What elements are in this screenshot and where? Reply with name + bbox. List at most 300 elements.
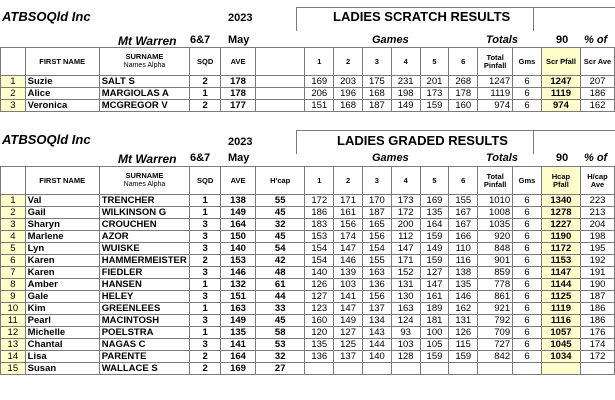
- total-pinfall-cell: 778: [478, 279, 513, 291]
- game-6-cell: 115: [449, 339, 478, 351]
- hcap-ave-cell: 186: [580, 315, 614, 327]
- graded-org-name: ATBSOQld Inc: [2, 132, 91, 147]
- sqd-cell: 1: [190, 303, 221, 315]
- game-4-cell: 200: [391, 219, 420, 231]
- game-2-cell: 125: [334, 339, 363, 351]
- header-game-3: 3: [362, 167, 391, 195]
- header-game-2: 2: [334, 167, 363, 195]
- table-row: [1, 255, 615, 267]
- hcap-pfall-cell: 1144: [541, 279, 580, 291]
- game-4-cell: 173: [391, 195, 420, 207]
- header-game-4: 4: [391, 167, 420, 195]
- hcap-cell: 45: [256, 231, 305, 243]
- game-5-cell: 127: [420, 267, 449, 279]
- game-2-cell: 203: [334, 76, 363, 88]
- game-5-cell: 135: [420, 207, 449, 219]
- scratch-table: [0, 47, 615, 112]
- hcap-pfall-cell: 1045: [541, 339, 580, 351]
- surname-cell: HELEY: [99, 291, 190, 303]
- table-row: [1, 207, 615, 219]
- game-1-cell: 172: [305, 195, 334, 207]
- table-row: [1, 327, 615, 339]
- game-4-cell: 149: [391, 100, 420, 112]
- first-name-cell: Sharyn: [25, 219, 99, 231]
- surname-cell: WUISKE: [99, 243, 190, 255]
- game-1-cell: [305, 363, 334, 375]
- hcap-cell: 55: [256, 195, 305, 207]
- ave-cell: 177: [221, 100, 256, 112]
- hcap-ave-cell: 198: [580, 231, 614, 243]
- total-pinfall-cell: 848: [478, 243, 513, 255]
- hcap-pfall-cell: 1153: [541, 255, 580, 267]
- header-hcap-ave: H/cap Ave: [580, 167, 614, 195]
- game-3-cell: 137: [362, 303, 391, 315]
- scratch-venue: Mt Warren: [118, 34, 177, 48]
- total-pinfall-cell: 709: [478, 327, 513, 339]
- game-5-cell: 164: [420, 219, 449, 231]
- hcap-cell: 58: [256, 327, 305, 339]
- game-4-cell: 131: [391, 279, 420, 291]
- hcap-ave-cell: 191: [580, 267, 614, 279]
- ave-cell: 146: [221, 267, 256, 279]
- game-4-cell: 124: [391, 315, 420, 327]
- table-row: [1, 88, 615, 100]
- first-name-cell: Alice: [25, 88, 99, 100]
- game-6-cell: 162: [449, 303, 478, 315]
- hcap-ave-cell: 172: [580, 351, 614, 363]
- ave-cell: 140: [221, 243, 256, 255]
- game-6-cell: 268: [449, 76, 478, 88]
- hcap-pfall-cell: 1278: [541, 207, 580, 219]
- scratch-ninety: 90: [556, 34, 569, 46]
- header-first-name: FIRST NAME: [25, 167, 99, 195]
- graded-ninety: 90: [556, 152, 569, 164]
- gms-cell: 6: [513, 339, 542, 351]
- game-6-cell: 166: [449, 231, 478, 243]
- surname-cell: HANSEN: [99, 279, 190, 291]
- hcap-ave-cell: 174: [580, 339, 614, 351]
- sqd-cell: 2: [190, 363, 221, 375]
- game-3-cell: 187: [362, 207, 391, 219]
- gms-cell: 6: [513, 351, 542, 363]
- game-2-cell: 174: [334, 231, 363, 243]
- sqd-cell: 1: [190, 207, 221, 219]
- game-5-cell: 100: [420, 327, 449, 339]
- surname-cell: CROUCHEN: [99, 219, 190, 231]
- hcap-pfall-cell: 1147: [541, 267, 580, 279]
- total-pinfall-cell: 921: [478, 303, 513, 315]
- header-game-1: 1: [305, 48, 334, 76]
- scratch-pct-of: % of: [584, 34, 608, 46]
- sqd-cell: 3: [190, 339, 221, 351]
- game-5-cell: 189: [420, 303, 449, 315]
- graded-pct-of: % of: [584, 152, 608, 164]
- row-number: 13: [1, 339, 26, 351]
- hcap-cell: 27: [256, 363, 305, 375]
- total-pinfall-cell: 1008: [478, 207, 513, 219]
- game-1-cell: 154: [305, 243, 334, 255]
- ave-cell: 153: [221, 255, 256, 267]
- first-name-cell: Gail: [25, 207, 99, 219]
- game-4-cell: 198: [391, 88, 420, 100]
- row-number: 9: [1, 291, 26, 303]
- game-1-cell: 136: [305, 351, 334, 363]
- ave-cell: 151: [221, 291, 256, 303]
- game-5-cell: 159: [420, 231, 449, 243]
- total-pinfall-cell: 859: [478, 267, 513, 279]
- total-pinfall-cell: 901: [478, 255, 513, 267]
- first-name-cell: Karen: [25, 255, 99, 267]
- graded-venue: Mt Warren: [118, 152, 177, 166]
- game-3-cell: 136: [362, 279, 391, 291]
- game-3-cell: 163: [362, 267, 391, 279]
- game-4-cell: 231: [391, 76, 420, 88]
- graded-totals-label: Totals: [486, 152, 518, 164]
- ave-cell: 141: [221, 339, 256, 351]
- header-hcap: H'cap: [256, 167, 305, 195]
- graded-title: LADIES GRADED RESULTS: [337, 133, 508, 148]
- game-6-cell: 138: [449, 267, 478, 279]
- hcap-pfall-cell: [541, 363, 580, 375]
- game-1-cell: 135: [305, 339, 334, 351]
- table-row: [1, 339, 615, 351]
- game-2-cell: 168: [334, 100, 363, 112]
- hcap-cell: 61: [256, 279, 305, 291]
- row-number: 1: [1, 76, 26, 88]
- game-4-cell: 171: [391, 255, 420, 267]
- game-1-cell: 183: [305, 219, 334, 231]
- sqd-cell: 3: [190, 243, 221, 255]
- ave-cell: 163: [221, 303, 256, 315]
- game-1-cell: 206: [305, 88, 334, 100]
- ave-cell: 178: [221, 76, 256, 88]
- surname-cell: WALLACE S: [99, 363, 190, 375]
- game-2-cell: 147: [334, 243, 363, 255]
- game-5-cell: 105: [420, 339, 449, 351]
- table-row: [1, 351, 615, 363]
- row-number: 8: [1, 279, 26, 291]
- hcap-cell: 33: [256, 303, 305, 315]
- ave-cell: 149: [221, 207, 256, 219]
- header-gms: Gms: [513, 48, 542, 76]
- ave-cell: 178: [221, 88, 256, 100]
- hcap-pfall-cell: 1172: [541, 243, 580, 255]
- first-name-cell: Suzie: [25, 76, 99, 88]
- hcap-pfall-cell: 1190: [541, 231, 580, 243]
- header-total-pinfall: Total Pinfall: [478, 48, 513, 76]
- game-6-cell: 159: [449, 351, 478, 363]
- first-name-cell: Gale: [25, 291, 99, 303]
- scr-pfall-cell: 1119: [541, 88, 580, 100]
- header-first-name: FIRST NAME: [25, 48, 99, 76]
- sqd-cell: 3: [190, 267, 221, 279]
- header-sqd: SQD: [190, 167, 221, 195]
- game-5-cell: 147: [420, 279, 449, 291]
- sqd-cell: 1: [190, 327, 221, 339]
- game-1-cell: 154: [305, 255, 334, 267]
- table-row: [1, 363, 615, 375]
- surname-cell: AZOR: [99, 231, 190, 243]
- hcap-ave-cell: 187: [580, 291, 614, 303]
- gms-cell: 6: [513, 243, 542, 255]
- hcap-pfall-cell: 1125: [541, 291, 580, 303]
- row-number: 15: [1, 363, 26, 375]
- game-4-cell: 147: [391, 243, 420, 255]
- game-4-cell: 163: [391, 303, 420, 315]
- first-name-cell: Lyn: [25, 243, 99, 255]
- game-1-cell: 123: [305, 303, 334, 315]
- game-4-cell: 152: [391, 267, 420, 279]
- hcap-ave-cell: 213: [580, 207, 614, 219]
- hcap-pfall-cell: 1119: [541, 303, 580, 315]
- total-pinfall-cell: 920: [478, 231, 513, 243]
- game-2-cell: 103: [334, 279, 363, 291]
- game-3-cell: 156: [362, 291, 391, 303]
- graded-games-label: Games: [372, 152, 409, 164]
- game-3-cell: 143: [362, 327, 391, 339]
- row-number: 10: [1, 303, 26, 315]
- gms-cell: 6: [513, 88, 542, 100]
- first-name-cell: Val: [25, 195, 99, 207]
- sqd-cell: 2: [190, 100, 221, 112]
- table-row: [1, 315, 615, 327]
- row-number: 14: [1, 351, 26, 363]
- ave-cell: 132: [221, 279, 256, 291]
- graded-month: May: [228, 152, 250, 164]
- scr-ave-cell: 186: [580, 88, 614, 100]
- game-6-cell: 178: [449, 88, 478, 100]
- hcap-cell: 53: [256, 339, 305, 351]
- game-1-cell: 120: [305, 327, 334, 339]
- sqd-cell: 3: [190, 315, 221, 327]
- game-1-cell: 186: [305, 207, 334, 219]
- hcap-cell: 45: [256, 207, 305, 219]
- game-3-cell: 140: [362, 351, 391, 363]
- row-number: 4: [1, 231, 26, 243]
- ave-cell: 164: [221, 219, 256, 231]
- hcap-ave-cell: 204: [580, 219, 614, 231]
- game-2-cell: 196: [334, 88, 363, 100]
- table-row: [1, 303, 615, 315]
- hcap-cell: 42: [256, 255, 305, 267]
- game-6-cell: 131: [449, 315, 478, 327]
- surname-cell: SALT S: [99, 76, 190, 88]
- game-4-cell: [391, 363, 420, 375]
- game-3-cell: 155: [362, 255, 391, 267]
- scratch-games-label: Games: [372, 34, 409, 46]
- hcap-cell: 32: [256, 351, 305, 363]
- gms-cell: 6: [513, 267, 542, 279]
- game-2-cell: 171: [334, 195, 363, 207]
- first-name-cell: Veronica: [25, 100, 99, 112]
- gms-cell: 6: [513, 76, 542, 88]
- game-2-cell: 127: [334, 327, 363, 339]
- game-6-cell: 116: [449, 255, 478, 267]
- ave-cell: 138: [221, 195, 256, 207]
- header-surname: SURNAME Names Alpha: [99, 167, 190, 195]
- total-pinfall-cell: 1035: [478, 219, 513, 231]
- header-sqd: SQD: [190, 48, 221, 76]
- game-3-cell: 165: [362, 219, 391, 231]
- first-name-cell: Amber: [25, 279, 99, 291]
- game-2-cell: 147: [334, 303, 363, 315]
- total-pinfall-cell: 792: [478, 315, 513, 327]
- game-4-cell: 130: [391, 291, 420, 303]
- game-6-cell: 167: [449, 219, 478, 231]
- game-6-cell: 135: [449, 279, 478, 291]
- game-6-cell: [449, 363, 478, 375]
- total-pinfall-cell: 1247: [478, 76, 513, 88]
- scratch-year: 2023: [228, 12, 253, 24]
- header-game-5: 5: [420, 167, 449, 195]
- game-5-cell: 159: [420, 255, 449, 267]
- hcap-pfall-cell: 1034: [541, 351, 580, 363]
- game-5-cell: 201: [420, 76, 449, 88]
- hcap-cell: 54: [256, 243, 305, 255]
- game-5-cell: [420, 363, 449, 375]
- game-2-cell: 156: [334, 219, 363, 231]
- sqd-cell: 2: [190, 351, 221, 363]
- row-number: 12: [1, 327, 26, 339]
- surname-cell: MACINTOSH: [99, 315, 190, 327]
- surname-cell: MCGREGOR V: [99, 100, 190, 112]
- hcap-ave-cell: [580, 363, 614, 375]
- game-2-cell: 146: [334, 255, 363, 267]
- scratch-header-row: [1, 48, 615, 76]
- row-number: 3: [1, 100, 26, 112]
- surname-cell: GREENLEES: [99, 303, 190, 315]
- gms-cell: 6: [513, 327, 542, 339]
- game-5-cell: 161: [420, 291, 449, 303]
- header-total-pinfall: Total Pinfall: [478, 167, 513, 195]
- scratch-month: May: [228, 34, 250, 46]
- sqd-cell: 3: [190, 219, 221, 231]
- game-5-cell: 159: [420, 100, 449, 112]
- header-game-6: 6: [449, 167, 478, 195]
- game-6-cell: 160: [449, 100, 478, 112]
- scr-pfall-cell: 1247: [541, 76, 580, 88]
- total-pinfall-cell: [478, 363, 513, 375]
- game-3-cell: 187: [362, 100, 391, 112]
- row-number: 2: [1, 88, 26, 100]
- surname-cell: NAGAS C: [99, 339, 190, 351]
- game-4-cell: 112: [391, 231, 420, 243]
- header-gms: Gms: [513, 167, 542, 195]
- graded-table: [0, 166, 615, 375]
- game-6-cell: 146: [449, 291, 478, 303]
- surname-cell: POELSTRA: [99, 327, 190, 339]
- table-row: [1, 279, 615, 291]
- gms-cell: 6: [513, 255, 542, 267]
- empty-cell: [256, 76, 305, 88]
- ave-cell: 169: [221, 363, 256, 375]
- game-3-cell: [362, 363, 391, 375]
- first-name-cell: Pearl: [25, 315, 99, 327]
- first-name-cell: Lisa: [25, 351, 99, 363]
- total-pinfall-cell: 1010: [478, 195, 513, 207]
- scr-pfall-cell: 974: [541, 100, 580, 112]
- sqd-cell: 3: [190, 231, 221, 243]
- scr-ave-cell: 162: [580, 100, 614, 112]
- sqd-cell: 1: [190, 195, 221, 207]
- game-6-cell: 155: [449, 195, 478, 207]
- ave-cell: 150: [221, 231, 256, 243]
- header-game-4: 4: [391, 48, 420, 76]
- game-1-cell: 160: [305, 315, 334, 327]
- game-1-cell: 153: [305, 231, 334, 243]
- sqd-cell: 1: [190, 279, 221, 291]
- row-number: 7: [1, 267, 26, 279]
- gms-cell: 6: [513, 207, 542, 219]
- game-1-cell: 151: [305, 100, 334, 112]
- graded-year: 2023: [228, 136, 253, 148]
- surname-cell: MARGIOLAS A: [99, 88, 190, 100]
- game-5-cell: 173: [420, 88, 449, 100]
- game-2-cell: 137: [334, 351, 363, 363]
- hcap-pfall-cell: 1057: [541, 327, 580, 339]
- row-number: 6: [1, 255, 26, 267]
- game-3-cell: 168: [362, 88, 391, 100]
- game-6-cell: 110: [449, 243, 478, 255]
- game-2-cell: [334, 363, 363, 375]
- row-number: 11: [1, 315, 26, 327]
- total-pinfall-cell: 842: [478, 351, 513, 363]
- game-6-cell: 126: [449, 327, 478, 339]
- game-4-cell: 128: [391, 351, 420, 363]
- hcap-ave-cell: 195: [580, 243, 614, 255]
- scratch-totals-label: Totals: [486, 34, 518, 46]
- surname-cell: TRENCHER: [99, 195, 190, 207]
- hcap-cell: 32: [256, 219, 305, 231]
- table-row: [1, 219, 615, 231]
- hcap-ave-cell: 192: [580, 255, 614, 267]
- game-3-cell: 134: [362, 315, 391, 327]
- game-1-cell: 140: [305, 267, 334, 279]
- ave-cell: 135: [221, 327, 256, 339]
- hcap-ave-cell: 190: [580, 279, 614, 291]
- game-2-cell: 139: [334, 267, 363, 279]
- first-name-cell: Karen: [25, 267, 99, 279]
- hcap-cell: 44: [256, 291, 305, 303]
- game-6-cell: 167: [449, 207, 478, 219]
- graded-header-row: [1, 167, 615, 195]
- gms-cell: 6: [513, 219, 542, 231]
- graded-round: 6&7: [190, 152, 211, 164]
- first-name-cell: Kim: [25, 303, 99, 315]
- game-5-cell: 181: [420, 315, 449, 327]
- game-3-cell: 156: [362, 231, 391, 243]
- game-2-cell: 141: [334, 291, 363, 303]
- ave-cell: 164: [221, 351, 256, 363]
- game-5-cell: 169: [420, 195, 449, 207]
- hcap-cell: 48: [256, 267, 305, 279]
- game-1-cell: 127: [305, 291, 334, 303]
- empty-cell: [256, 100, 305, 112]
- gms-cell: 6: [513, 291, 542, 303]
- ave-cell: 149: [221, 315, 256, 327]
- hcap-ave-cell: 223: [580, 195, 614, 207]
- header-ave: AVE: [221, 48, 256, 76]
- gms-cell: [513, 363, 542, 375]
- empty-cell: [256, 88, 305, 100]
- gms-cell: 6: [513, 100, 542, 112]
- game-4-cell: 103: [391, 339, 420, 351]
- gms-cell: 6: [513, 303, 542, 315]
- game-3-cell: 175: [362, 76, 391, 88]
- row-number: 5: [1, 243, 26, 255]
- header-game-3: 3: [362, 48, 391, 76]
- hcap-pfall-cell: 1116: [541, 315, 580, 327]
